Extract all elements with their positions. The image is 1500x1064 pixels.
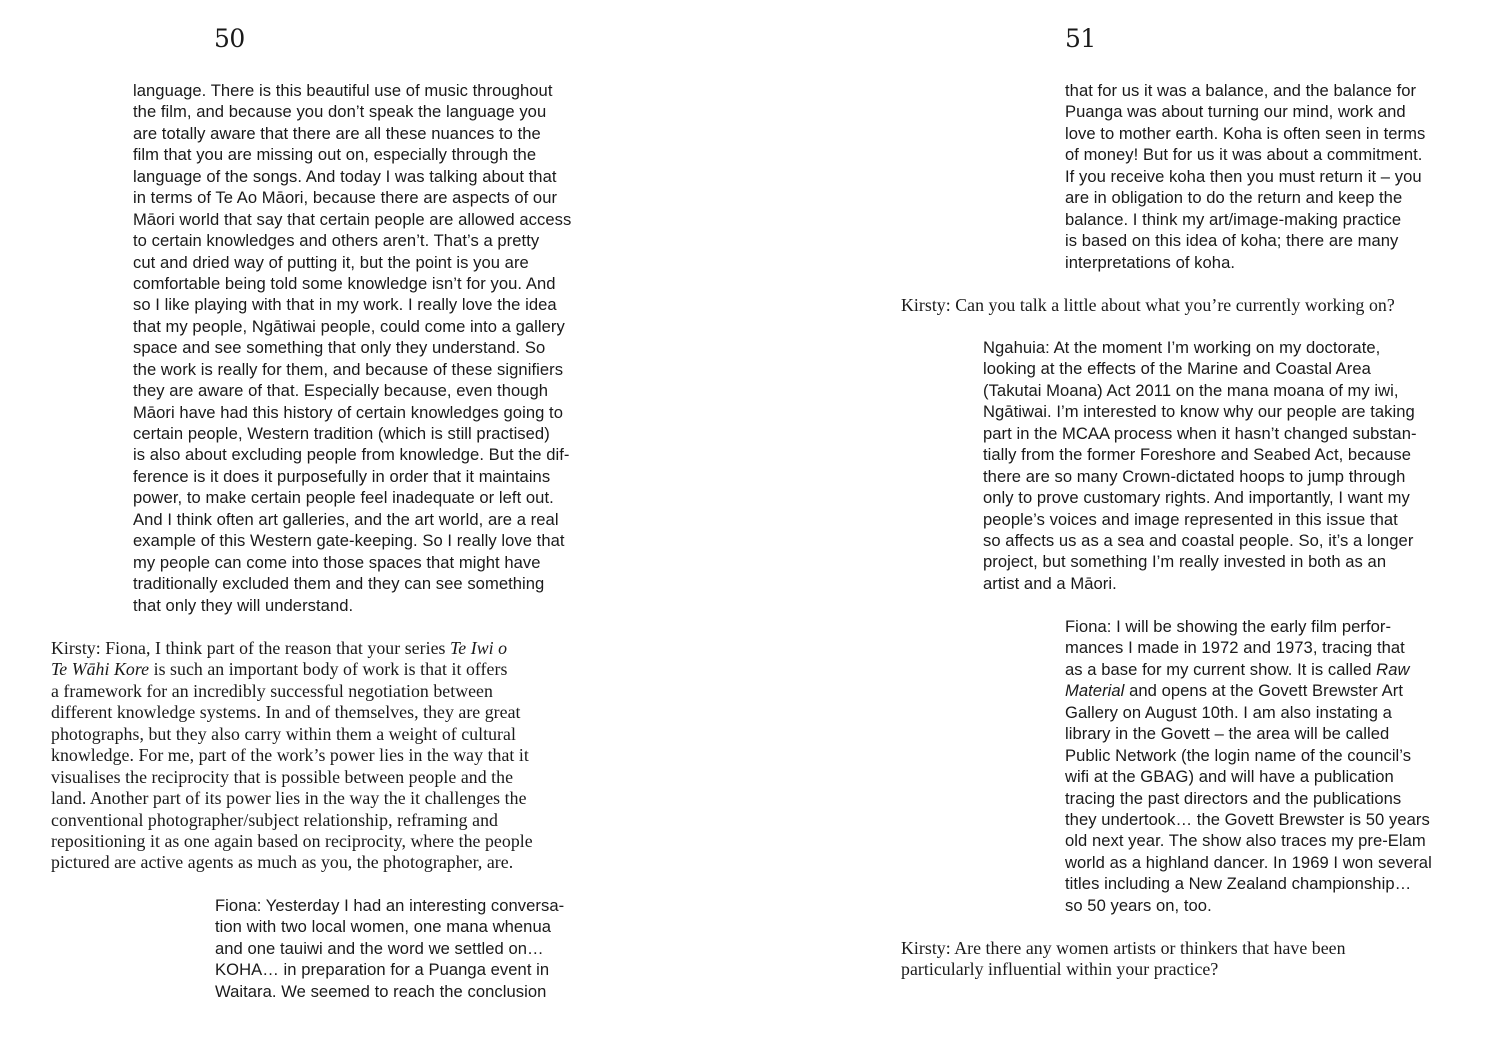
text-line: photographs, but they also carry within them a weight of cultural xyxy=(51,723,516,744)
page-number-left: 50 xyxy=(214,24,245,53)
text-line: so affects us as a sea and coastal people. So, it’s a longer xyxy=(983,530,1414,550)
text-line: particularly influential within your practice? xyxy=(901,959,1219,980)
text-run: as a base for my current show. It is called xyxy=(1065,659,1377,679)
text-line: old next year. The show also traces my pre-Elam xyxy=(1065,831,1426,851)
text-line: Ngahuia: At the moment I’m working on my doctorate, xyxy=(983,338,1381,357)
text-line: they are aware of that. Especially because, even though xyxy=(133,381,549,401)
text-line xyxy=(1065,680,1432,701)
text-line: language of the songs. And today I was talking about that xyxy=(133,166,557,186)
text-line: and one tauiwi and the word we settled on… xyxy=(215,938,544,958)
text-line: Public Network (the login name of the council’s xyxy=(1065,745,1412,765)
text-line: so 50 years on, too. xyxy=(1065,895,1212,915)
text-line: is based on this idea of koha; there are many xyxy=(1065,231,1399,251)
text-line: titles including a New Zealand championship… xyxy=(1065,874,1412,894)
text-line xyxy=(51,638,533,659)
text-line: that my people, Ngātiwai people, could come into a gallery xyxy=(133,316,565,336)
text-line: Kirsty: Are there any women artists or thinkers that have been xyxy=(901,938,1346,958)
text-line xyxy=(1065,659,1432,680)
text-line: traditionally excluded them and they can see something xyxy=(133,574,545,594)
text-line: cut and dried way of putting it, but the point is you are xyxy=(133,252,529,272)
ngahuia-answer-doctorate xyxy=(983,337,1417,594)
text-line: knowledge. For me, part of the work’s power lies in the way that it xyxy=(51,745,529,766)
text-line: there are so many Crown-dictated hoops to jump through xyxy=(983,466,1406,486)
text-line: library in the Govett – the area will be called xyxy=(1065,724,1390,744)
text-line: tion with two local women, one mana whenua xyxy=(215,917,552,937)
text-line: example of this Western gate-keeping. So I really love that xyxy=(133,531,565,551)
exhibition-title: Material xyxy=(1065,681,1125,701)
text-line: land. Another part of its power lies in the way the it challenges the xyxy=(51,788,527,809)
text-line: Puanga was about turning our mind, work and xyxy=(1065,102,1406,122)
text-line: different knowledge systems. In and of themselves, they are great xyxy=(51,702,521,723)
text-line: are in obligation to do the return and keep the xyxy=(1065,188,1403,208)
text-line: the film, and because you don’t speak the language you xyxy=(133,102,547,122)
text-line: world as a highland dancer. In 1969 I won several xyxy=(1065,852,1432,872)
text-line: language. There is this beautiful use of music throughout xyxy=(133,81,553,100)
text-line: project, but something I’m really invested in both as an xyxy=(983,552,1387,572)
text-line: only to prove customary rights. And importantly, I want my xyxy=(983,488,1410,508)
text-line: KOHA… in preparation for a Puanga event in xyxy=(215,960,550,980)
text-line: a framework for an incredibly successful negotiation between xyxy=(51,680,493,701)
text-line: Ngātiwai. I’m interested to know why our people are taking xyxy=(983,402,1415,422)
text-line: the work is really for them, and because of these signifiers xyxy=(133,359,564,379)
text-line: that for us it was a balance, and the balance for xyxy=(1065,81,1417,100)
text-line: is also about excluding people from knowledge. But the dif- xyxy=(133,445,570,465)
exhibition-title: Raw xyxy=(1376,659,1410,679)
text-line: Māori world that say that certain people are allowed access xyxy=(133,209,572,229)
text-run: Kirsty: Fiona, I think part of the reason that your series xyxy=(51,638,450,658)
text-line: my people can come into those spaces that might have xyxy=(133,552,541,572)
text-line: they undertook… the Govett Brewster is 50 years xyxy=(1065,809,1430,829)
text-line: Fiona: Yesterday I had an interesting conversa- xyxy=(215,896,565,915)
text-line: interpretations of koha. xyxy=(1065,252,1236,272)
text-line: (Takutai Moana) Act 2011 on the mana moana of my iwi, xyxy=(983,380,1399,400)
text-run: and opens at the Govett Brewster Art xyxy=(1124,681,1403,701)
text-line: pictured are active agents as much as you, the photographer, are. xyxy=(51,852,514,873)
text-run: is such an important body of work is that it offers xyxy=(149,659,508,680)
kirsty-question-influences xyxy=(901,938,1346,981)
text-line: space and see something that only they understand. So xyxy=(133,338,546,358)
text-line: balance. I think my art/image-making practice xyxy=(1065,209,1402,229)
fiona-answer-koha xyxy=(215,895,564,1002)
text-line: If you receive koha then you must return it – you xyxy=(1065,166,1422,186)
text-line: wifi at the GBAG) and will have a publication xyxy=(1065,767,1394,787)
text-line: Māori have had this history of certain knowledges going to xyxy=(133,402,563,422)
text-line: Gallery on August 10th. I am also instating a xyxy=(1065,702,1392,722)
text-line: Fiona: I will be showing the early film perfor- xyxy=(1065,617,1392,636)
text-line: Kirsty: Can you talk a little about what you’re currently working on? xyxy=(901,295,1395,315)
text-line: visualises the reciprocity that is possible between people and the xyxy=(51,766,514,787)
text-line xyxy=(51,659,533,680)
artwork-title: Te Wāhi Kore xyxy=(51,659,150,680)
text-line: power, to make certain people feel inadequate or left out. xyxy=(133,488,554,508)
fiona-answer-koha-continued xyxy=(1065,80,1425,273)
text-line: certain people, Western tradition (which is still practised) xyxy=(133,424,550,443)
text-line: repositioning it as one again based on reciprocity, where the people xyxy=(51,830,533,851)
text-line: tially from the former Foreshore and Seabed Act, because xyxy=(983,445,1412,465)
fiona-answer-raw-material xyxy=(1065,616,1432,916)
page-number-right: 51 xyxy=(1065,24,1096,53)
text-line: comfortable being told some knowledge isn’t for you. And xyxy=(133,273,556,293)
kirsty-question-te-iwi xyxy=(51,638,533,874)
text-line: of money! But for us it was about a commitment. xyxy=(1065,145,1423,165)
text-line: mances I made in 1972 and 1973, tracing that xyxy=(1065,638,1405,658)
text-line: love to mother earth. Koha is often seen in terms xyxy=(1065,123,1426,143)
text-line: film that you are missing out on, especially through the xyxy=(133,145,537,165)
text-line: And I think often art galleries, and the art world, are a real xyxy=(133,509,559,529)
text-line: tracing the past directors and the publications xyxy=(1065,788,1402,808)
text-line: to certain knowledges and others aren’t. That’s a pretty xyxy=(133,231,540,251)
text-line: conventional photographer/subject relationship, reframing and xyxy=(51,809,498,830)
text-line: Waitara. We seemed to reach the conclusion xyxy=(215,981,547,1001)
artwork-title: Te Iwi o xyxy=(450,638,508,658)
text-line: looking at the effects of the Marine and Coastal Area xyxy=(983,359,1371,379)
ngahuia-answer-continued xyxy=(133,80,571,616)
kirsty-question-current-work xyxy=(901,295,1395,316)
text-line: are totally aware that there are all these nuances to the xyxy=(133,123,541,143)
text-line: people’s voices and image represented in this issue that xyxy=(983,509,1398,529)
text-line: artist and a Māori. xyxy=(983,573,1117,593)
text-line: in terms of Te Ao Māori, because there are aspects of our xyxy=(133,188,558,208)
text-line: that only they will understand. xyxy=(133,595,354,615)
text-line: so I like playing with that in my work. I really love the idea xyxy=(133,295,557,315)
text-line: ference is it does it purposefully in order that it maintains xyxy=(133,466,551,486)
text-line: part in the MCAA process when it hasn’t changed substan- xyxy=(983,423,1417,443)
